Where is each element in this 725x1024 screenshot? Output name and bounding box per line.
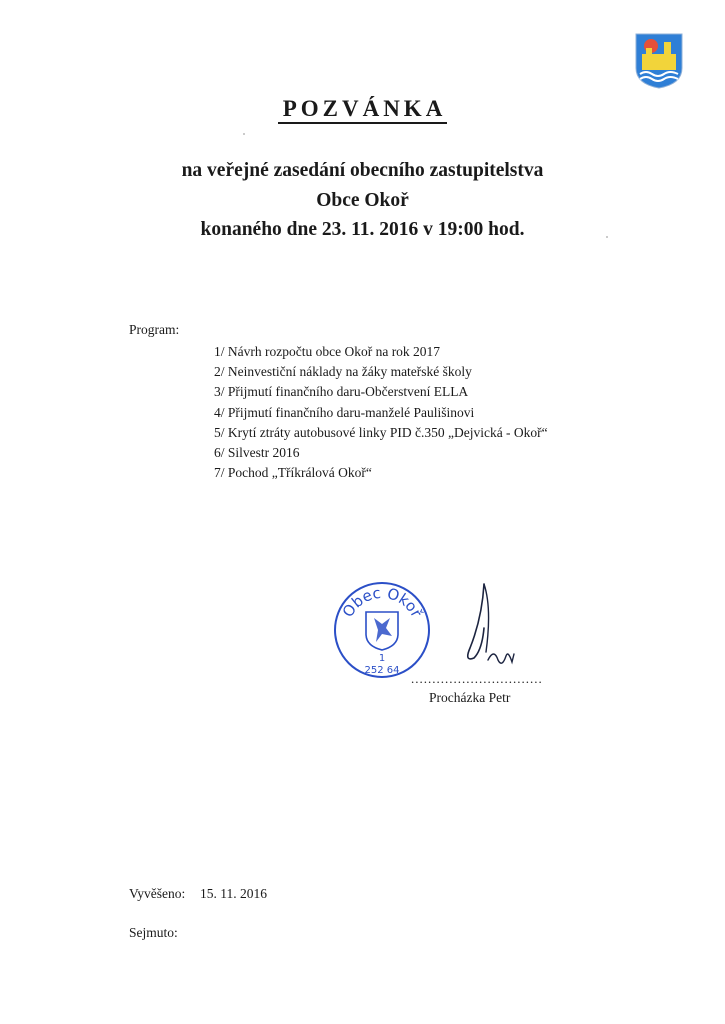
signer-name: Procházka Petr [429,690,511,705]
stamp-postcode: 252 64 [364,665,400,676]
heading-line-3: konaného dne 23. 11. 2016 v 19:00 hod. [200,219,525,240]
stamp-number: 1 [378,653,386,664]
svg-text:Obec Okoř [339,584,426,621]
program-item: 2/ Neinvestiční náklady na žáky mateřské školy [214,364,472,380]
program-item: 4/ Přijmutí finančního daru-manželé Paulišinovi [214,404,475,420]
posted-date: 15. 11. 2016 [200,886,267,901]
heading-line-2: Obce Okoř [316,190,409,211]
removed-label: Sejmuto: [129,925,178,940]
scan-speck [243,133,245,135]
heading-line-1: na veřejné zasedání obecního zastupitelstva [181,160,544,181]
stamp-arc-text: Obec Okoř [338,583,426,621]
program-label: Program: [129,322,180,337]
scan-speck [606,236,608,238]
program-item: 6/ Silvestr 2016 [214,444,300,460]
program-item: 5/ Krytí ztráty autobusové linky PID č.350 „Dejvická - Okoř“ [214,424,548,440]
posted-label: Vyvěšeno: [129,886,186,901]
signature-line: ............................... [411,671,543,686]
municipal-crest-icon [634,32,684,90]
program-item: 1/ Návrh rozpočtu obce Okoř na rok 2017 [214,344,441,359]
signature [448,578,528,678]
program-item: 7/ Pochod „Tříkrálová Okoř“ [214,465,372,481]
program-item: 3/ Přijmutí finančního daru-Občerstvení ELLA [214,384,469,400]
document-title: POZVÁNKA [0,96,725,122]
official-stamp [332,580,432,680]
program-list [214,342,548,483]
